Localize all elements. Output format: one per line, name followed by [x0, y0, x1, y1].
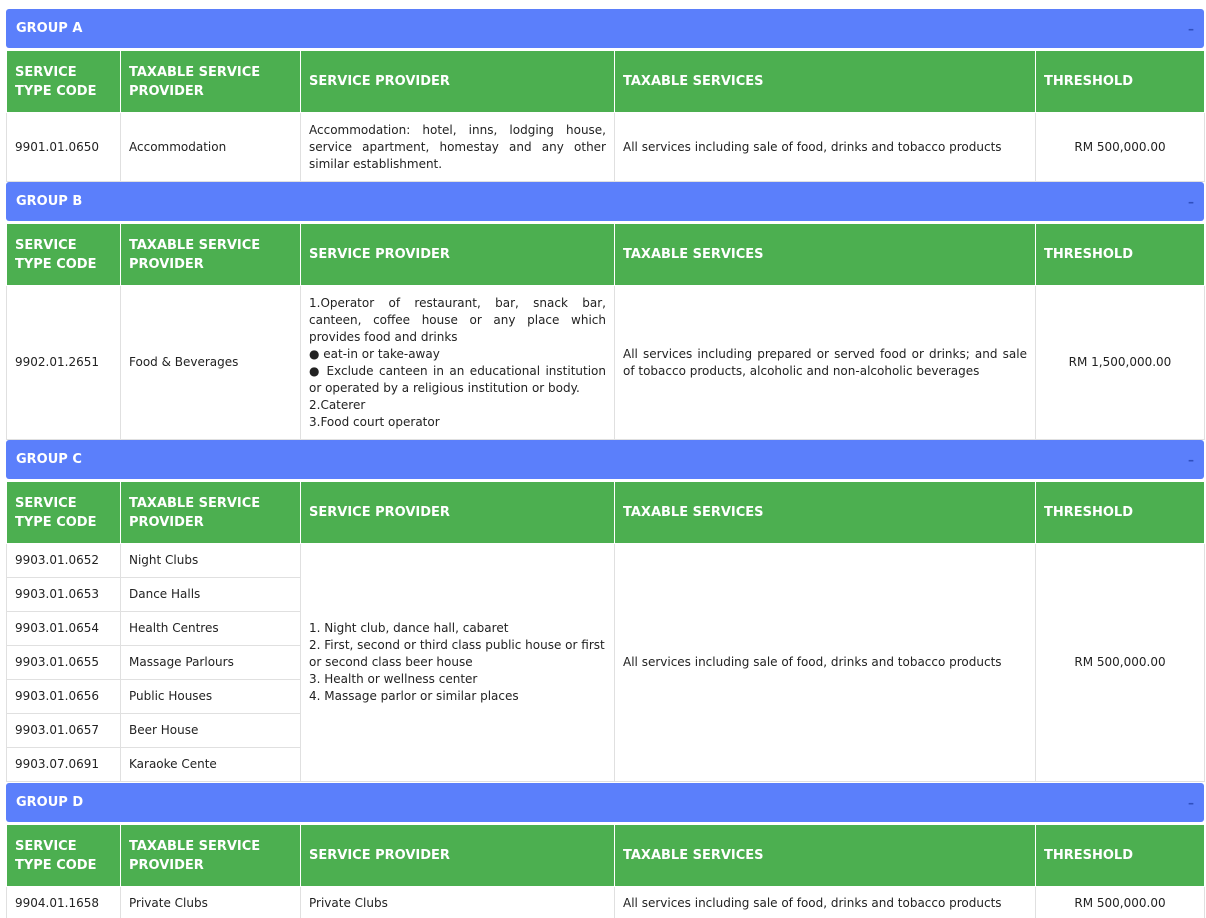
- taxable-services: All services including sale of food, drinks and tobacco products: [615, 887, 1036, 918]
- header-service-provider: SERVICE PROVIDER: [301, 51, 615, 113]
- group-a-title: GROUP A: [16, 21, 83, 36]
- service-provider-line: ● eat-in or take-away: [309, 346, 440, 361]
- table-header-row: [7, 51, 1205, 113]
- header-taxable-services: TAXABLE SERVICES: [615, 825, 1036, 887]
- taxable-service-provider: Beer House: [121, 714, 301, 748]
- taxable-service-provider: Karaoke Cente: [121, 748, 301, 782]
- taxable-service-provider: Food & Beverages: [121, 286, 301, 440]
- service-type-code: 9903.01.0652: [7, 544, 121, 578]
- header-taxable-service-provider: TAXABLE SERVICE PROVIDER: [121, 825, 301, 887]
- service-provider-line: ● Exclude canteen in an educational institution or operated by a religious institution or body.: [309, 363, 606, 395]
- header-taxable-services: TAXABLE SERVICES: [615, 51, 1036, 113]
- taxable-service-provider: Night Clubs: [121, 544, 301, 578]
- header-service-provider: SERVICE PROVIDER: [301, 482, 615, 544]
- header-taxable-service-provider: TAXABLE SERVICE PROVIDER: [121, 224, 301, 286]
- header-threshold: THRESHOLD: [1036, 51, 1205, 113]
- service-provider-line: 3. Health or wellness center: [309, 672, 478, 686]
- taxable-service-provider: Accommodation: [121, 113, 301, 182]
- table-row: [7, 113, 1205, 182]
- service-provider: [301, 286, 615, 440]
- taxable-service-provider: Massage Parlours: [121, 646, 301, 680]
- header-service-type-code: SERVICE TYPE CODE: [7, 51, 121, 113]
- table-header-row: [7, 825, 1205, 887]
- group-d-header[interactable]: [6, 783, 1204, 822]
- header-service-provider: SERVICE PROVIDER: [301, 825, 615, 887]
- service-provider-line: 2.Caterer: [309, 397, 366, 412]
- header-service-type-code: SERVICE TYPE CODE: [7, 224, 121, 286]
- table-row: [7, 887, 1205, 918]
- group-b-section: [6, 182, 1204, 440]
- group-a-table: [6, 50, 1205, 182]
- table-header-row: [7, 224, 1205, 286]
- header-taxable-service-provider: TAXABLE SERVICE PROVIDER: [121, 51, 301, 113]
- service-type-code: 9903.01.0656: [7, 680, 121, 714]
- group-d-table: [6, 824, 1205, 918]
- taxable-service-provider: Health Centres: [121, 612, 301, 646]
- header-service-type-code: SERVICE TYPE CODE: [7, 482, 121, 544]
- threshold: RM 500,000.00: [1036, 113, 1205, 182]
- header-service-type-code: SERVICE TYPE CODE: [7, 825, 121, 887]
- service-provider: [301, 544, 615, 782]
- taxable-services: All services including prepared or served food or drinks; and sale of tobacco products, alcoholic and non-alcoholic beverages: [615, 286, 1036, 440]
- threshold: RM 500,000.00: [1036, 544, 1205, 782]
- table-row: [7, 544, 1205, 578]
- taxable-services: All services including sale of food, drinks and tobacco products: [615, 113, 1036, 182]
- group-c-table: [6, 481, 1205, 782]
- threshold: RM 500,000.00: [1036, 887, 1205, 918]
- header-taxable-services: TAXABLE SERVICES: [615, 482, 1036, 544]
- header-threshold: THRESHOLD: [1036, 825, 1205, 887]
- service-type-code: 9904.01.1658: [7, 887, 121, 918]
- group-c-section: [6, 440, 1204, 782]
- service-provider: Accommodation: hotel, inns, lodging house, service apartment, homestay and any other similar establishment.: [301, 113, 615, 182]
- service-type-code: 9901.01.0650: [7, 113, 121, 182]
- service-type-code: 9903.01.0653: [7, 578, 121, 612]
- group-b-header[interactable]: [6, 182, 1204, 221]
- collapse-icon[interactable]: –: [1188, 452, 1194, 467]
- header-service-provider: SERVICE PROVIDER: [301, 224, 615, 286]
- group-a-section: [6, 9, 1204, 182]
- taxable-service-provider: Public Houses: [121, 680, 301, 714]
- group-c-header[interactable]: [6, 440, 1204, 479]
- service-type-code: 9903.07.0691: [7, 748, 121, 782]
- collapse-icon[interactable]: –: [1188, 194, 1194, 209]
- service-provider-line: 2. First, second or third class public house or first or second class beer house: [309, 638, 605, 669]
- service-provider-line: 1.Operator of restaurant, bar, snack bar, canteen, coffee house or any place which provides food and drinks: [309, 295, 606, 344]
- taxable-service-provider: Dance Halls: [121, 578, 301, 612]
- header-threshold: THRESHOLD: [1036, 224, 1205, 286]
- service-type-code: 9903.01.0654: [7, 612, 121, 646]
- service-provider-line: 3.Food court operator: [309, 414, 440, 429]
- service-type-code: 9903.01.0657: [7, 714, 121, 748]
- group-b-title: GROUP B: [16, 194, 83, 209]
- group-c-title: GROUP C: [16, 452, 82, 467]
- service-provider-line: 4. Massage parlor or similar places: [309, 689, 519, 703]
- header-taxable-services: TAXABLE SERVICES: [615, 224, 1036, 286]
- taxable-services: All services including sale of food, drinks and tobacco products: [615, 544, 1036, 782]
- table-row: [7, 286, 1205, 440]
- service-type-code: 9902.01.2651: [7, 286, 121, 440]
- collapse-icon[interactable]: –: [1188, 21, 1194, 36]
- table-header-row: [7, 482, 1205, 544]
- threshold: RM 1,500,000.00: [1036, 286, 1205, 440]
- group-b-table: [6, 223, 1205, 440]
- group-d-title: GROUP D: [16, 795, 84, 810]
- service-provider-line: 1. Night club, dance hall, cabaret: [309, 621, 509, 635]
- collapse-icon[interactable]: –: [1188, 795, 1194, 810]
- header-taxable-service-provider: TAXABLE SERVICE PROVIDER: [121, 482, 301, 544]
- taxable-service-provider: Private Clubs: [121, 887, 301, 918]
- group-d-section: [6, 783, 1204, 918]
- service-provider: Private Clubs: [301, 887, 615, 918]
- service-type-code: 9903.01.0655: [7, 646, 121, 680]
- group-a-header[interactable]: [6, 9, 1204, 48]
- header-threshold: THRESHOLD: [1036, 482, 1205, 544]
